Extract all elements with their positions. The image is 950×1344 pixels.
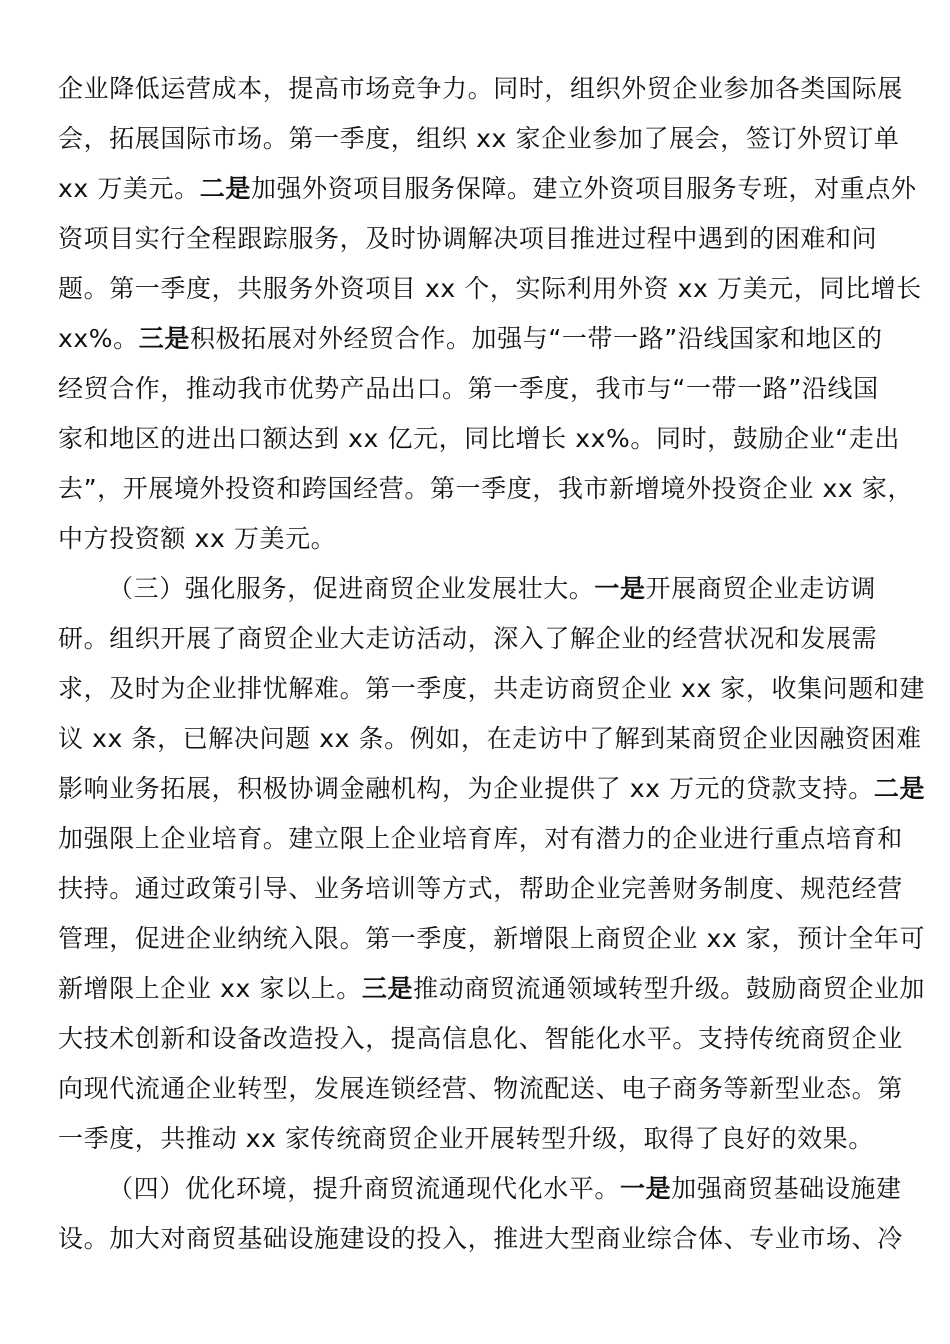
text-line: 向现代流通企业转型，发展连锁经营、物流配送、电子商务等新型业态。第 <box>58 1074 903 1103</box>
text-line: 一季度，共推动 xx 家传统商贸企业开展转型升级，取得了良好的效果。 <box>58 1124 874 1153</box>
bold-marker: 三是 <box>138 324 190 353</box>
bold-marker: 三是 <box>361 974 414 1003</box>
text-line: 企业降低运营成本，提高市场竞争力。同时，组织外贸企业参加各类国际展 <box>58 74 903 103</box>
text-line: 影响业务拓展，积极协调金融机构，为企业提供了 xx 万元的贷款支持。二是 <box>58 774 926 803</box>
text-line: 新增限上企业 xx 家以上。三是推动商贸流通领域转型升级。鼓励商贸企业加 <box>58 974 926 1003</box>
bold-marker: 二是 <box>873 774 926 803</box>
bold-marker: 二是 <box>199 174 251 203</box>
text-line: 家和地区的进出口额达到 xx 亿元，同比增长 xx%。同时，鼓励企业“走出 <box>58 424 900 453</box>
text-line: 求，及时为企业排忧解难。第一季度，共走访商贸企业 xx 家，收集问题和建 <box>58 674 926 703</box>
text-line: 题。第一季度，共服务外资项目 xx 个，实际利用外资 xx 万美元，同比增长 <box>58 274 922 303</box>
text-line: 加强限上企业培育。建立限上企业培育库，对有潜力的企业进行重点培育和 <box>58 824 903 853</box>
text-line: xx%。三是积极拓展对外经贸合作。加强与“一带一路”沿线国家和地区的 <box>58 324 883 353</box>
section-heading-line: （四）优化环境，提升商贸流通现代化水平。一是加强商贸基础设施建 <box>108 1174 902 1203</box>
text-line: 研。组织开展了商贸企业大走访活动，深入了解企业的经营状况和发展需 <box>58 624 878 653</box>
text-line: 议 xx 条，已解决问题 xx 条。例如，在走访中了解到某商贸企业因融资困难 <box>58 724 922 753</box>
text-line: 大技术创新和设备改造投入，提高信息化、智能化水平。支持传统商贸企业 <box>58 1024 903 1053</box>
text-line: xx 万美元。二是加强外资项目服务保障。建立外资项目服务专班，对重点外 <box>58 174 917 203</box>
text-line: 去”，开展境外投资和跨国经营。第一季度，我市新增境外投资企业 xx 家， <box>58 474 914 503</box>
text-line: 经贸合作，推动我市优势产品出口。第一季度，我市与“一带一路”沿线国 <box>58 374 879 403</box>
text-line: 设。加大对商贸基础设施建设的投入，推进大型商业综合体、专业市场、冷 <box>58 1224 903 1253</box>
bold-marker: 一是 <box>620 1174 672 1203</box>
section-heading-line: （三）强化服务，促进商贸企业发展壮大。一是开展商贸企业走访调 <box>108 574 877 603</box>
text-line: 会，拓展国际市场。第一季度，组织 xx 家企业参加了展会，签订外贸订单 <box>58 124 900 153</box>
text-line: 管理，促进企业纳统入限。第一季度，新增限上商贸企业 xx 家，预计全年可 <box>58 924 926 953</box>
bold-marker: 一是 <box>594 574 646 603</box>
text-line: 扶持。通过政策引导、业务培训等方式，帮助企业完善财务制度、规范经营 <box>58 874 903 903</box>
text-line: 资项目实行全程跟踪服务，及时协调解决项目推进过程中遇到的困难和问 <box>58 224 878 253</box>
text-line: 中方投资额 xx 万美元。 <box>58 524 337 553</box>
